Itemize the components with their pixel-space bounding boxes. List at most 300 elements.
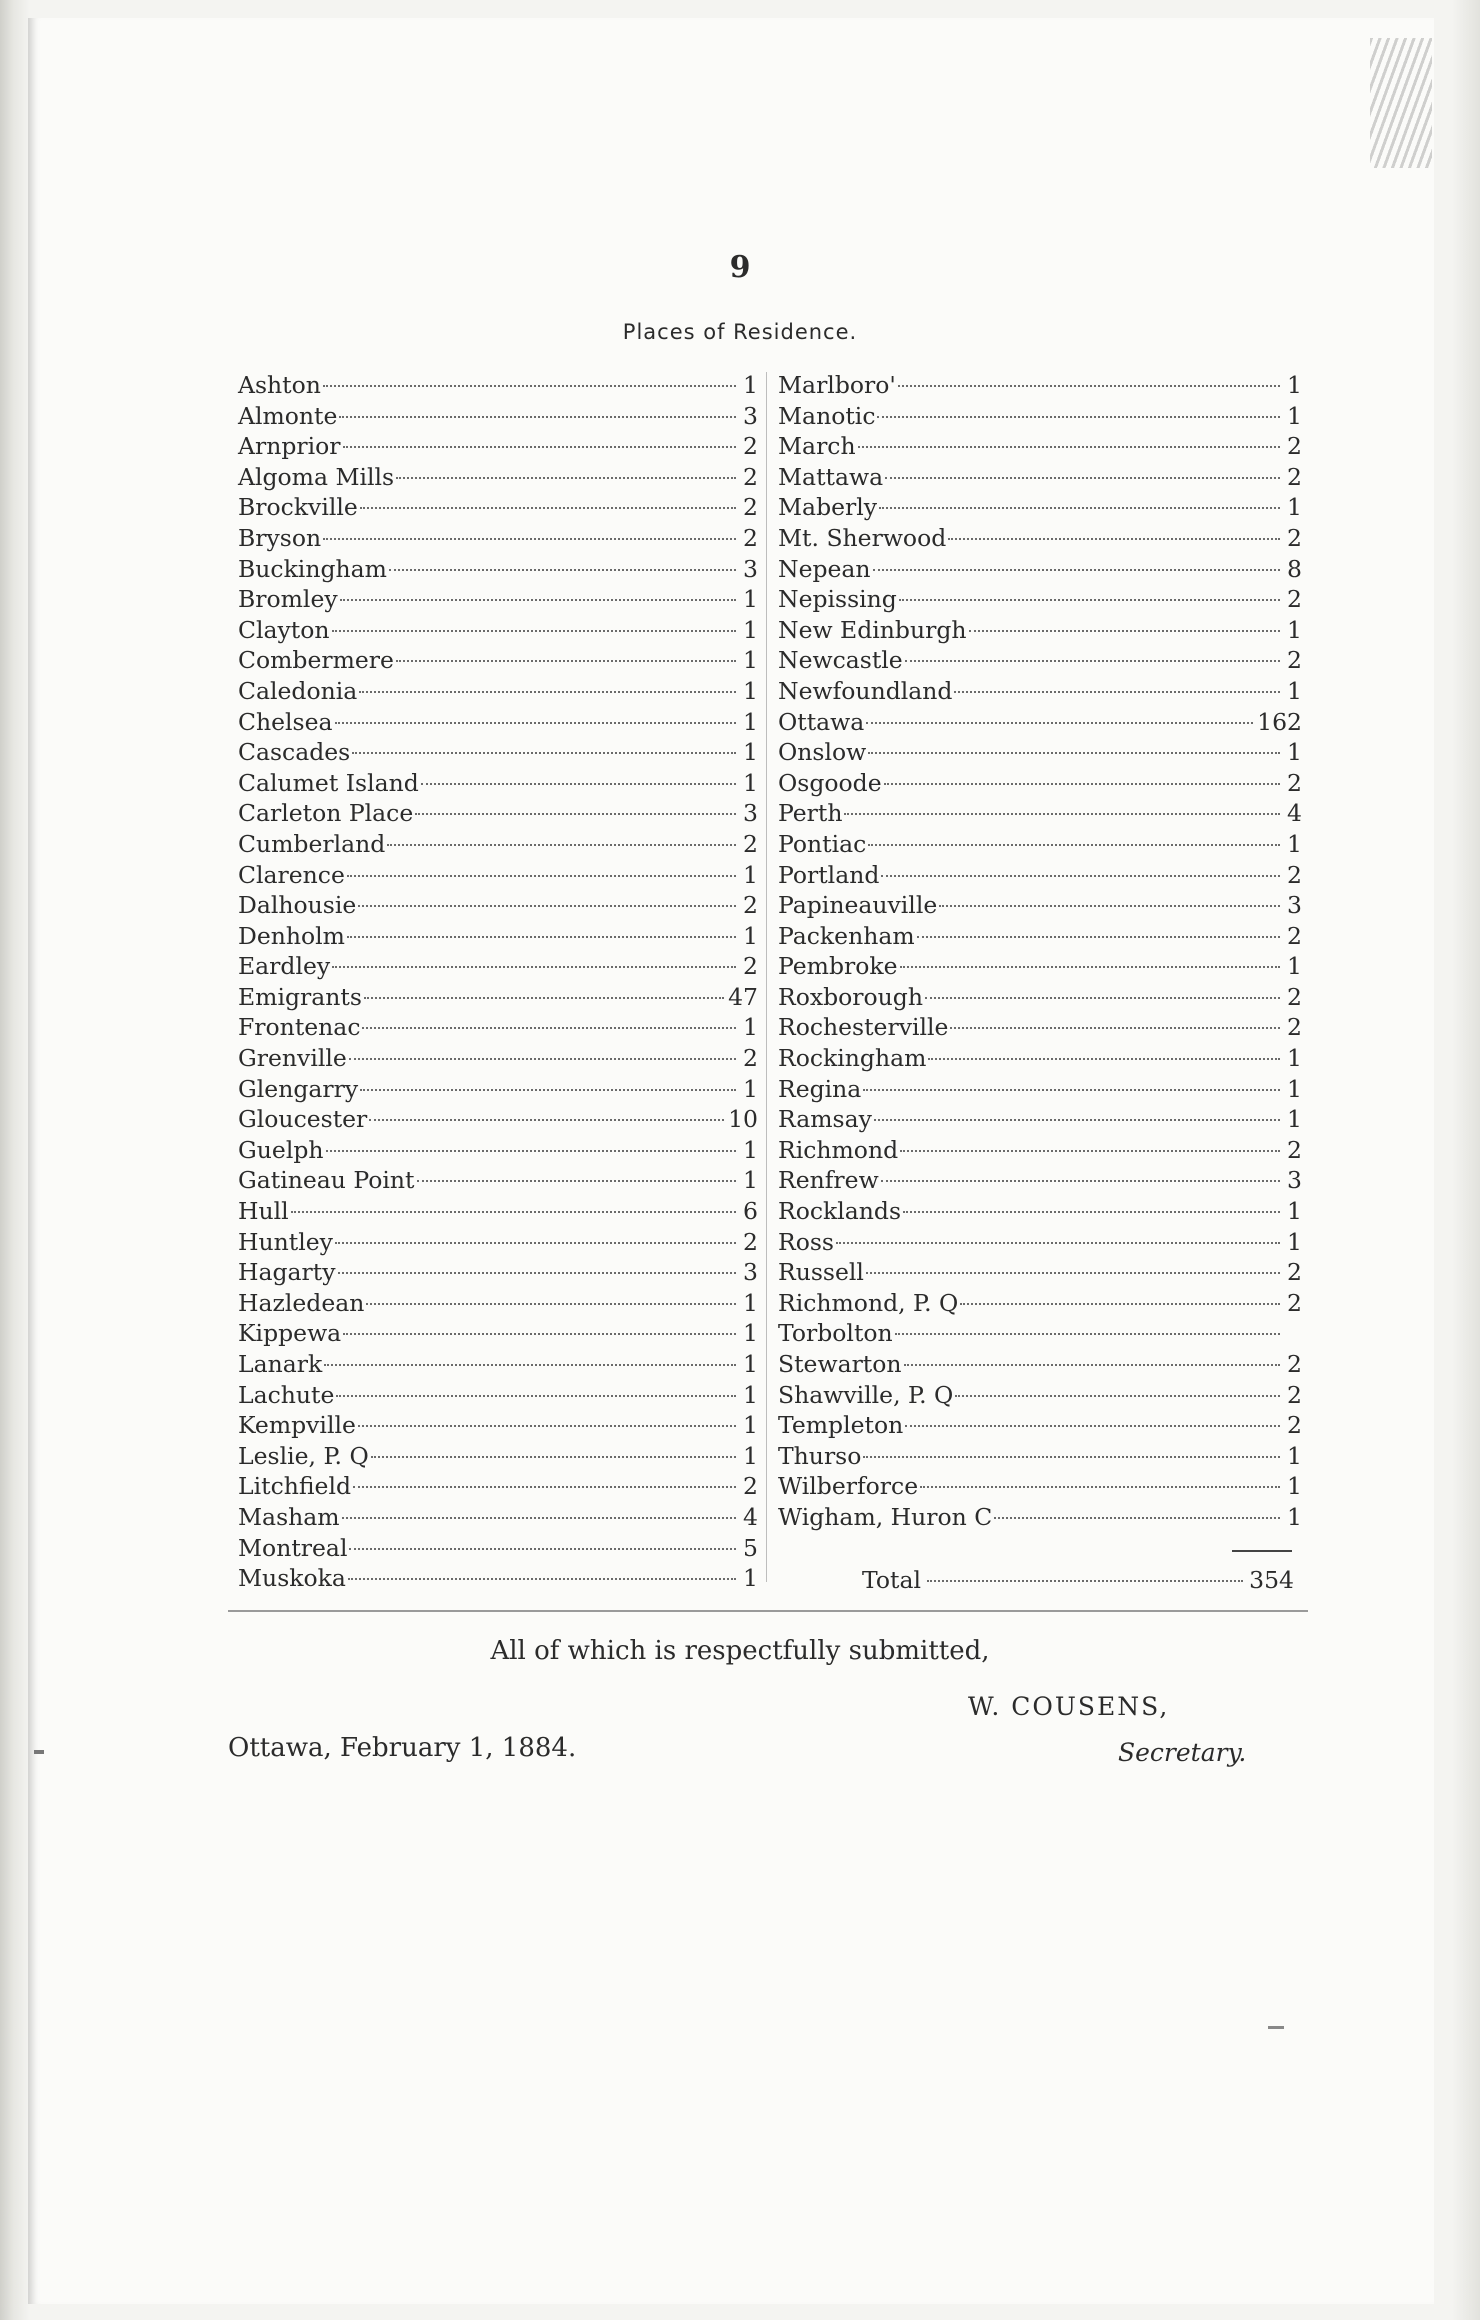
- residence-row: [778, 462, 1302, 493]
- residence-row: [238, 1288, 758, 1319]
- place-count: 1: [1287, 1441, 1302, 1470]
- place-name: Grenville: [238, 1044, 347, 1073]
- place-name: Perth: [778, 799, 843, 828]
- residence-row: [238, 707, 758, 738]
- dot-leader: [866, 1272, 1280, 1274]
- residence-row: [778, 1012, 1302, 1043]
- signature-name: W. COUSENS,: [968, 1692, 1170, 1721]
- place-count: 1: [743, 1564, 758, 1593]
- dot-leader: [358, 1425, 736, 1427]
- place-count: 3: [1287, 1166, 1302, 1195]
- dot-leader: [868, 844, 1280, 846]
- place-count: 2: [1287, 462, 1302, 491]
- place-name: Hagarty: [238, 1258, 336, 1287]
- residence-row: [238, 1135, 758, 1166]
- dot-leader: [359, 691, 736, 693]
- dot-leader: [858, 446, 1280, 448]
- dot-leader: [905, 660, 1280, 662]
- place-name: Kippewa: [238, 1319, 342, 1348]
- dot-leader: [904, 1364, 1280, 1366]
- place-count: 1: [743, 585, 758, 614]
- residence-row: [238, 1257, 758, 1288]
- residence-row: [238, 554, 758, 585]
- place-count: 8: [1287, 554, 1302, 583]
- dot-leader: [863, 1089, 1280, 1091]
- place-name: Nepissing: [778, 585, 897, 614]
- residence-row: [778, 1196, 1302, 1227]
- place-name: Newfoundland: [778, 676, 953, 705]
- place-name: Brockville: [238, 493, 358, 522]
- place-name: Pembroke: [778, 952, 898, 981]
- residence-row: [238, 798, 758, 829]
- dot-leader: [955, 1395, 1280, 1397]
- residence-list-right: [778, 370, 1302, 1533]
- dot-leader: [844, 813, 1280, 815]
- dot-leader: [348, 1578, 736, 1580]
- dot-leader: [347, 875, 736, 877]
- residence-row: [238, 676, 758, 707]
- place-name: Regina: [778, 1074, 862, 1103]
- residence-row: [238, 462, 758, 493]
- place-name: Thurso: [778, 1441, 862, 1470]
- place-count: 1: [1287, 952, 1302, 981]
- dot-leader: [899, 599, 1280, 601]
- place-count: 4: [1287, 799, 1302, 828]
- place-name: Manotic: [778, 401, 876, 430]
- dot-leader: [421, 783, 736, 785]
- place-name: Renfrew: [778, 1166, 879, 1195]
- dot-leader: [917, 936, 1280, 938]
- place-name: Emigrants: [238, 982, 362, 1011]
- dot-leader: [353, 1486, 736, 1488]
- column-divider: [766, 372, 767, 1582]
- place-count: 3: [743, 554, 758, 583]
- dot-leader: [352, 752, 736, 754]
- dot-leader: [415, 813, 736, 815]
- place-count: 3: [1287, 891, 1302, 920]
- place-name: Kempville: [238, 1411, 356, 1440]
- residence-row: [238, 492, 758, 523]
- place-count: 1: [743, 1166, 758, 1195]
- place-name: Pontiac: [778, 829, 867, 858]
- residence-row: [238, 1533, 758, 1564]
- place-name: Richmond, P. Q: [778, 1288, 959, 1317]
- place-name: New Edinburgh: [778, 615, 967, 644]
- place-count: 1: [1287, 615, 1302, 644]
- place-count: 2: [1287, 585, 1302, 614]
- residence-row: [238, 921, 758, 952]
- dot-leader: [905, 1425, 1280, 1427]
- residence-row: [238, 860, 758, 891]
- residence-row: [778, 890, 1302, 921]
- residence-row: [778, 492, 1302, 523]
- place-count: 2: [1287, 982, 1302, 1011]
- dot-leader: [920, 1486, 1280, 1488]
- residence-row: [238, 1380, 758, 1411]
- place-name: Rockingham: [778, 1044, 927, 1073]
- residence-row: [238, 951, 758, 982]
- residence-row: [778, 584, 1302, 615]
- dot-leader: [928, 1058, 1280, 1060]
- dot-leader: [358, 905, 736, 907]
- place-count: 3: [743, 401, 758, 430]
- residence-row: [238, 431, 758, 462]
- residence-row: [238, 1563, 758, 1594]
- place-count: 1: [743, 768, 758, 797]
- place-count: 1: [743, 1288, 758, 1317]
- residence-row: [778, 370, 1302, 401]
- place-count: 2: [1287, 1288, 1302, 1317]
- residence-row: [238, 768, 758, 799]
- place-name: Onslow: [778, 738, 867, 767]
- bottom-rule: [228, 1610, 1308, 1612]
- dot-leader: [349, 1548, 736, 1550]
- place-count: 3: [743, 799, 758, 828]
- residence-row: [778, 676, 1302, 707]
- place-count: 2: [1287, 523, 1302, 552]
- place-name: Clarence: [238, 860, 345, 889]
- residence-row: [778, 431, 1302, 462]
- place-name: Wilberforce: [778, 1472, 919, 1501]
- place-name: Masham: [238, 1502, 340, 1531]
- dot-leader: [884, 783, 1280, 785]
- place-name: Chelsea: [238, 707, 333, 736]
- residence-row: [238, 370, 758, 401]
- place-name: Torbolton: [778, 1319, 893, 1348]
- dot-leader: [371, 1456, 736, 1458]
- residence-row: [238, 645, 758, 676]
- residence-row: [778, 768, 1302, 799]
- residence-row: [778, 1165, 1302, 1196]
- place-count: 1: [743, 646, 758, 675]
- residence-list-left: [238, 370, 758, 1594]
- dot-leader: [417, 1180, 736, 1182]
- dot-leader: [343, 1333, 736, 1335]
- residence-row: [778, 1257, 1302, 1288]
- dot-leader: [332, 630, 736, 632]
- dot-leader: [954, 691, 1280, 693]
- place-name: Denholm: [238, 921, 345, 950]
- page-right-edge: [1452, 0, 1480, 2320]
- scan-smudge: [1370, 38, 1432, 168]
- place-name: Maberly: [778, 493, 878, 522]
- total-row: [862, 1565, 1294, 1595]
- place-count: 47: [728, 982, 758, 1011]
- place-count: 2: [743, 493, 758, 522]
- place-count: 1: [1287, 1074, 1302, 1103]
- place-name: Dalhousie: [238, 891, 357, 920]
- place-name: Litchfield: [238, 1472, 352, 1501]
- residence-row: [238, 401, 758, 432]
- margin-mark: [1268, 2026, 1284, 2029]
- place-count: 1: [1287, 676, 1302, 705]
- dot-leader: [323, 538, 736, 540]
- dot-leader: [364, 997, 724, 999]
- place-count: 1: [1287, 493, 1302, 522]
- residence-row: [238, 1043, 758, 1074]
- dot-leader: [885, 477, 1280, 479]
- place-count: 6: [743, 1197, 758, 1226]
- residence-row: [778, 1104, 1302, 1135]
- place-name: Arnprior: [238, 432, 341, 461]
- place-name: Ross: [778, 1227, 834, 1256]
- residence-row: [238, 1012, 758, 1043]
- place-count: 2: [1287, 646, 1302, 675]
- place-name: Algoma Mills: [238, 462, 395, 491]
- residence-row: [238, 1502, 758, 1533]
- dot-leader: [326, 1150, 736, 1152]
- residence-row: [238, 1074, 758, 1105]
- residence-row: [238, 1441, 758, 1472]
- place-count: 1: [743, 1380, 758, 1409]
- place-name: Mattawa: [778, 462, 884, 491]
- dot-leader: [969, 630, 1281, 632]
- total-rule: [1232, 1550, 1292, 1552]
- place-name: Cumberland: [238, 829, 386, 858]
- place-count: 1: [1287, 1105, 1302, 1134]
- place-name: Almonte: [238, 401, 338, 430]
- place-count: 2: [743, 952, 758, 981]
- place-name: Lachute: [238, 1380, 335, 1409]
- dot-leader: [335, 722, 736, 724]
- residence-row: [238, 584, 758, 615]
- residence-row: [778, 523, 1302, 554]
- place-name: March: [778, 432, 856, 461]
- place-count: 2: [743, 1044, 758, 1073]
- closing-statement: All of which is respectfully submitted,: [490, 1636, 990, 1666]
- dot-leader: [396, 477, 736, 479]
- dot-leader: [360, 1089, 736, 1091]
- residence-row: [778, 1410, 1302, 1441]
- place-name: Guelph: [238, 1135, 324, 1164]
- date-line: Ottawa, February 1, 1884.: [228, 1733, 577, 1763]
- place-count: 1: [743, 1411, 758, 1440]
- place-name: Stewarton: [778, 1350, 902, 1378]
- place-name: Ramsay: [778, 1105, 872, 1134]
- residence-row: [238, 1349, 758, 1380]
- margin-mark: [34, 1750, 44, 1754]
- place-count: 2: [1287, 432, 1302, 461]
- place-count: 1: [743, 1135, 758, 1164]
- residence-row: [778, 645, 1302, 676]
- place-count: 162: [1257, 707, 1302, 736]
- place-name: Muskoka: [238, 1564, 346, 1593]
- total-label: Total: [862, 1566, 921, 1594]
- residence-row: [238, 829, 758, 860]
- place-name: Caledonia: [238, 676, 358, 705]
- place-count: 2: [1287, 921, 1302, 950]
- place-count: 2: [743, 1227, 758, 1256]
- place-count: 2: [743, 829, 758, 858]
- place-name: Roxborough: [778, 982, 923, 1011]
- residence-row: [778, 860, 1302, 891]
- dot-leader: [338, 1272, 736, 1274]
- place-name: Carleton Place: [238, 799, 414, 828]
- place-count: 4: [743, 1502, 758, 1531]
- place-name: Rochesterville: [778, 1013, 949, 1042]
- place-count: 1: [743, 921, 758, 950]
- place-count: 2: [1287, 1135, 1302, 1164]
- place-name: Templeton: [778, 1411, 904, 1440]
- place-name: Buckingham: [238, 554, 387, 583]
- dot-leader: [343, 446, 736, 448]
- dot-leader: [339, 416, 736, 418]
- residence-row: [778, 921, 1302, 952]
- place-count: 1: [1287, 1044, 1302, 1073]
- residence-row: [778, 1318, 1302, 1349]
- place-name: Bryson: [238, 523, 322, 552]
- place-count: 2: [743, 523, 758, 552]
- place-name: Hull: [238, 1197, 289, 1226]
- residence-row: [238, 1318, 758, 1349]
- dot-leader: [863, 1456, 1280, 1458]
- place-name: Osgoode: [778, 768, 882, 797]
- signature-role: Secretary.: [1118, 1738, 1247, 1767]
- residence-row: [238, 1104, 758, 1135]
- residence-row: [238, 615, 758, 646]
- dot-leader: [948, 538, 1280, 540]
- dot-leader: [369, 1119, 724, 1121]
- place-name: Clayton: [238, 615, 330, 644]
- place-count: 2: [1287, 1350, 1302, 1378]
- place-name: Ashton: [238, 371, 321, 399]
- place-count: 1: [743, 1350, 758, 1378]
- dot-leader: [347, 936, 736, 938]
- dot-leader: [389, 569, 736, 571]
- place-name: Combermere: [238, 646, 394, 675]
- residence-row: [238, 1471, 758, 1502]
- place-name: Hazledean: [238, 1288, 365, 1317]
- residence-row: [778, 401, 1302, 432]
- total-value: 354: [1249, 1566, 1294, 1594]
- place-count: 1: [743, 676, 758, 705]
- place-name: Eardley: [238, 952, 331, 981]
- dot-leader: [994, 1517, 1280, 1519]
- residence-row: [238, 737, 758, 768]
- place-count: 5: [743, 1533, 758, 1562]
- dot-leader: [879, 507, 1280, 509]
- place-count: 1: [1287, 1472, 1302, 1501]
- place-name: Leslie, P. Q: [238, 1441, 369, 1470]
- place-count: 2: [743, 462, 758, 491]
- place-name: Mt. Sherwood: [778, 523, 947, 552]
- dot-leader: [335, 1242, 736, 1244]
- residence-row: [778, 1227, 1302, 1258]
- place-name: Rocklands: [778, 1197, 902, 1226]
- section-heading: Places of Residence.: [622, 320, 858, 344]
- dot-leader: [323, 385, 736, 387]
- place-name: Frontenac: [238, 1013, 361, 1042]
- place-count: 1: [743, 707, 758, 736]
- page-left-edge: [0, 0, 30, 2320]
- place-count: 2: [1287, 1380, 1302, 1409]
- place-name: Ottawa: [778, 707, 865, 736]
- dot-leader: [866, 722, 1253, 724]
- place-count: 1: [1287, 1227, 1302, 1256]
- dot-leader: [366, 1303, 736, 1305]
- dot-leader: [898, 385, 1280, 387]
- place-name: Huntley: [238, 1227, 333, 1256]
- place-count: 1: [1287, 401, 1302, 430]
- dot-leader: [836, 1242, 1280, 1244]
- place-name: Wigham, Huron C: [778, 1502, 993, 1531]
- place-name: Shawville, P. Q: [778, 1380, 954, 1409]
- dot-leader: [881, 875, 1280, 877]
- residence-row: [778, 615, 1302, 646]
- dot-leader: [291, 1211, 736, 1213]
- residence-row: [238, 1196, 758, 1227]
- dot-leader: [342, 1517, 736, 1519]
- place-count: 1: [743, 1013, 758, 1042]
- residence-row: [238, 1165, 758, 1196]
- dot-leader: [950, 1027, 1280, 1029]
- dot-leader: [349, 1058, 736, 1060]
- dot-leader: [332, 966, 736, 968]
- residence-row: [778, 554, 1302, 585]
- dot-leader: [881, 1180, 1280, 1182]
- place-name: Richmond: [778, 1135, 899, 1164]
- residence-row: [778, 737, 1302, 768]
- place-count: 1: [1287, 371, 1302, 399]
- place-count: 2: [1287, 1013, 1302, 1042]
- dot-leader: [900, 1150, 1280, 1152]
- residence-row: [778, 1043, 1302, 1074]
- place-count: 1: [743, 860, 758, 889]
- dot-leader: [868, 752, 1280, 754]
- place-name: Portland: [778, 860, 880, 889]
- page-number: 9: [729, 250, 751, 285]
- dot-leader: [927, 1580, 1243, 1582]
- place-name: Nepean: [778, 554, 871, 583]
- dot-leader: [895, 1333, 1280, 1335]
- place-count: 2: [1287, 860, 1302, 889]
- dot-leader: [336, 1395, 736, 1397]
- dot-leader: [873, 569, 1280, 571]
- dot-leader: [877, 416, 1280, 418]
- place-name: Lanark: [238, 1350, 323, 1378]
- dot-leader: [396, 660, 736, 662]
- dot-leader: [874, 1119, 1280, 1121]
- residence-row: [238, 890, 758, 921]
- place-name: Calumet Island: [238, 768, 419, 797]
- residence-row: [778, 1502, 1302, 1533]
- place-name: Papineauville: [778, 891, 938, 920]
- place-name: Bromley: [238, 585, 338, 614]
- residence-row: [778, 1380, 1302, 1411]
- place-count: 1: [743, 371, 758, 399]
- place-count: 1: [1287, 1197, 1302, 1226]
- place-count: 1: [1287, 1502, 1302, 1531]
- residence-row: [238, 523, 758, 554]
- place-count: 1: [743, 1441, 758, 1470]
- place-count: 1: [743, 1074, 758, 1103]
- place-name: Cascades: [238, 738, 351, 767]
- place-count: 1: [743, 738, 758, 767]
- place-count: 2: [743, 432, 758, 461]
- place-count: 3: [743, 1258, 758, 1287]
- dot-leader: [360, 507, 736, 509]
- residence-row: [238, 982, 758, 1013]
- residence-row: [778, 951, 1302, 982]
- residence-row: [778, 707, 1302, 738]
- place-name: Russell: [778, 1258, 864, 1287]
- place-count: 2: [1287, 1411, 1302, 1440]
- dot-leader: [362, 1027, 736, 1029]
- residence-row: [238, 1410, 758, 1441]
- place-count: 1: [1287, 829, 1302, 858]
- place-name: Newcastle: [778, 646, 903, 675]
- dot-leader: [960, 1303, 1280, 1305]
